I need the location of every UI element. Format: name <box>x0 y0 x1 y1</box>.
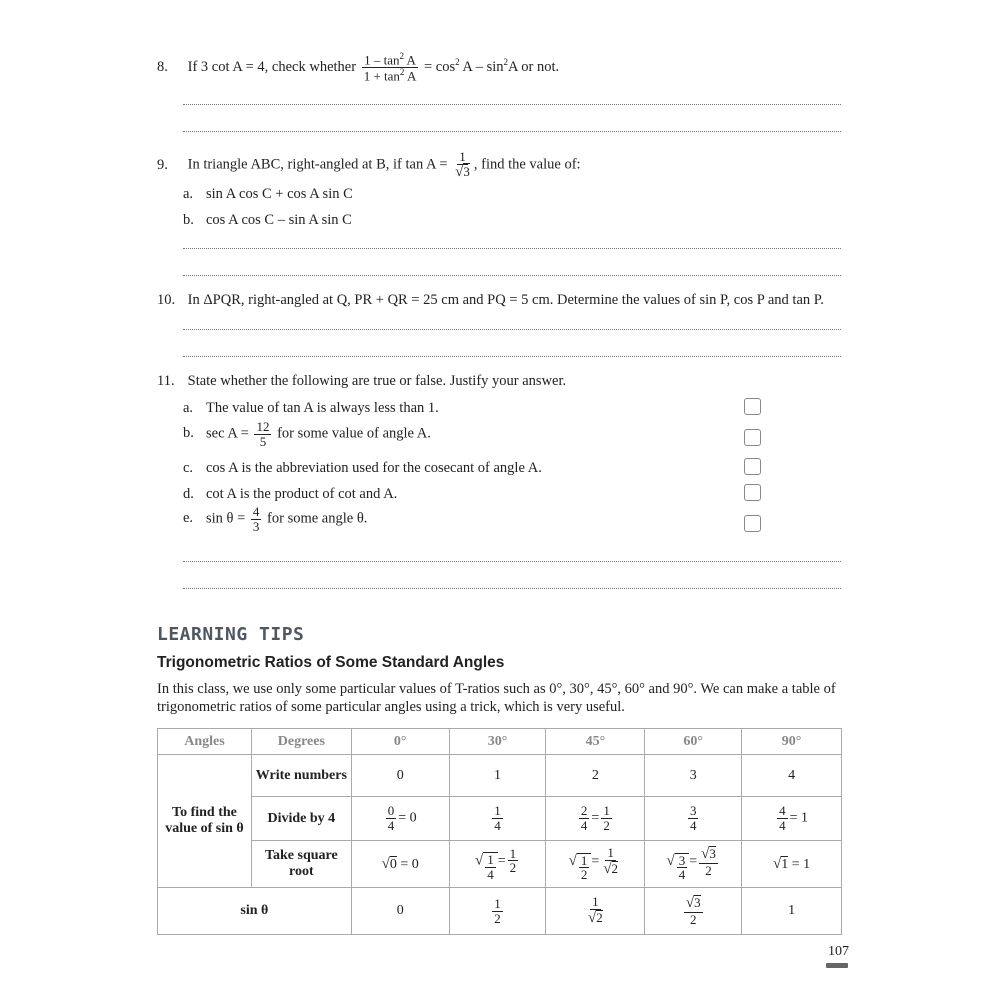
header-degrees: Degrees <box>251 729 351 755</box>
group-label: To find the value of sin θ <box>158 755 252 888</box>
header-0: 0° <box>351 729 449 755</box>
answer-checkbox[interactable] <box>744 398 761 415</box>
table-cell: $\frac{√3}{2}$ <box>645 888 742 935</box>
row-label: Divide by 4 <box>251 797 351 841</box>
answer-line[interactable] <box>183 329 841 330</box>
answer-line[interactable] <box>183 356 841 357</box>
table-cell: 0 <box>351 755 449 797</box>
question-9: 9. In triangle ABC, right-angled at B, if tan A = $\frac{1}{√3}$ , find the value of: <box>157 149 581 180</box>
trig-ratio-table <box>157 728 842 935</box>
answer-line[interactable] <box>183 131 841 132</box>
table-cell: √1 = 1 <box>742 841 842 888</box>
question-8: 8. If 3 cot A = 4, check whether $\frac{1 - \tan^2 A}{1 + \tan^2 A}$ = $\cos^2 A - \sin^2A$ or not. <box>157 51 560 84</box>
answer-line[interactable] <box>183 588 841 589</box>
learning-tips-heading: LEARNING TIPS <box>157 624 305 645</box>
page-number: 107 <box>828 944 849 959</box>
table-cell: 4 <box>742 755 842 797</box>
fraction: $\frac{1}{√3}$ <box>455 149 470 180</box>
table-cell: 2 <box>546 755 645 797</box>
header-angles: Angles <box>158 729 252 755</box>
question-9b: b. cos A cos C – sin A sin C <box>183 212 352 228</box>
intro-paragraph: In this class, we use only some particular values of T-ratios such as 0°, 30°, 45°, 60° and 90°. We can make a table of trigonometric ratios of some particular angles using a trick, which is very useful. <box>157 681 836 715</box>
table-row <box>158 755 842 797</box>
table-cell: √ $\frac{1}{4}$ = $\frac{1}{2}$ <box>449 841 546 888</box>
answer-line[interactable] <box>183 561 841 562</box>
row-label: sin θ <box>158 888 352 935</box>
statement-a: a. The value of tan A is always less than 1. <box>183 400 439 416</box>
row-label: Write numbers <box>251 755 351 797</box>
table-cell: 0 <box>351 888 449 935</box>
table-cell: √0 = 0 <box>351 841 449 888</box>
table-cell: $\frac{4}{4}$ = 1 <box>742 797 842 841</box>
table-cell: $\frac{3}{4}$ <box>645 797 742 841</box>
table-cell: √ $\frac{1}{2}$ = $\frac{1}{√2}$ <box>546 841 645 888</box>
question-number: 9. <box>157 156 168 173</box>
table-row <box>158 797 842 841</box>
table-row <box>158 888 842 935</box>
table-cell: $\frac{1}{2}$ <box>449 888 546 935</box>
table-row <box>158 841 842 888</box>
section-title: Trigonometric Ratios of Some Standard Angles <box>157 654 505 671</box>
fraction: $\frac{12}{5}$ <box>256 419 270 449</box>
question-10: 10. In ΔPQR, right-angled at Q, PR + QR = 25 cm and PQ = 5 cm. Determine the values of sin P, cos P and tan P. <box>157 292 824 308</box>
question-number: 8. <box>157 58 168 75</box>
question-9a: a. sin A cos C + cos A sin C <box>183 186 353 202</box>
table-cell: 1 <box>449 755 546 797</box>
answer-line[interactable] <box>183 275 841 276</box>
table-cell: $\frac{0}{4}$ = 0 <box>351 797 449 841</box>
answer-checkbox[interactable] <box>744 458 761 475</box>
table-cell: $\frac{2}{4}$ = $\frac{1}{2}$ <box>546 797 645 841</box>
answer-line[interactable] <box>183 104 841 105</box>
answer-line[interactable] <box>183 248 841 249</box>
table-cell: 3 <box>645 755 742 797</box>
answer-checkbox[interactable] <box>744 484 761 501</box>
pencil-icon <box>826 963 848 968</box>
statement-d: d. cot A is the product of cot and A. <box>183 486 398 502</box>
fraction: $\frac{1 - \tan^2 A}{1 + \tan^2 A}$ <box>363 51 417 84</box>
table-cell: √ $\frac{3}{4}$ = $\frac{√3}{2}$ <box>645 841 742 888</box>
header-45: 45° <box>546 729 645 755</box>
question-number: 11. <box>157 373 175 389</box>
question-number: 10. <box>157 292 176 308</box>
answer-checkbox[interactable] <box>744 429 761 446</box>
row-label: Take square root <box>251 841 351 888</box>
table-cell: $\frac{1}{√2}$ <box>546 888 645 935</box>
header-30: 30° <box>449 729 546 755</box>
table-cell: 1 <box>742 888 842 935</box>
table-cell: $\frac{1}{4}$ <box>449 797 546 841</box>
header-90: 90° <box>742 729 842 755</box>
header-60: 60° <box>645 729 742 755</box>
fraction: $\frac{4}{3}$ <box>252 504 260 534</box>
statement-e: e. sin θ = $\frac{4}{3}$ for some angle θ. <box>183 504 368 534</box>
statement-b: b. sec A = $\frac{12}{5}$ for some value of angle A. <box>183 419 431 449</box>
answer-checkbox[interactable] <box>744 515 761 532</box>
statement-c: c. cos A is the abbreviation used for the cosecant of angle A. <box>183 460 542 476</box>
question-11: 11. State whether the following are true or false. Justify your answer. <box>157 373 567 389</box>
table-header-row <box>158 729 842 755</box>
